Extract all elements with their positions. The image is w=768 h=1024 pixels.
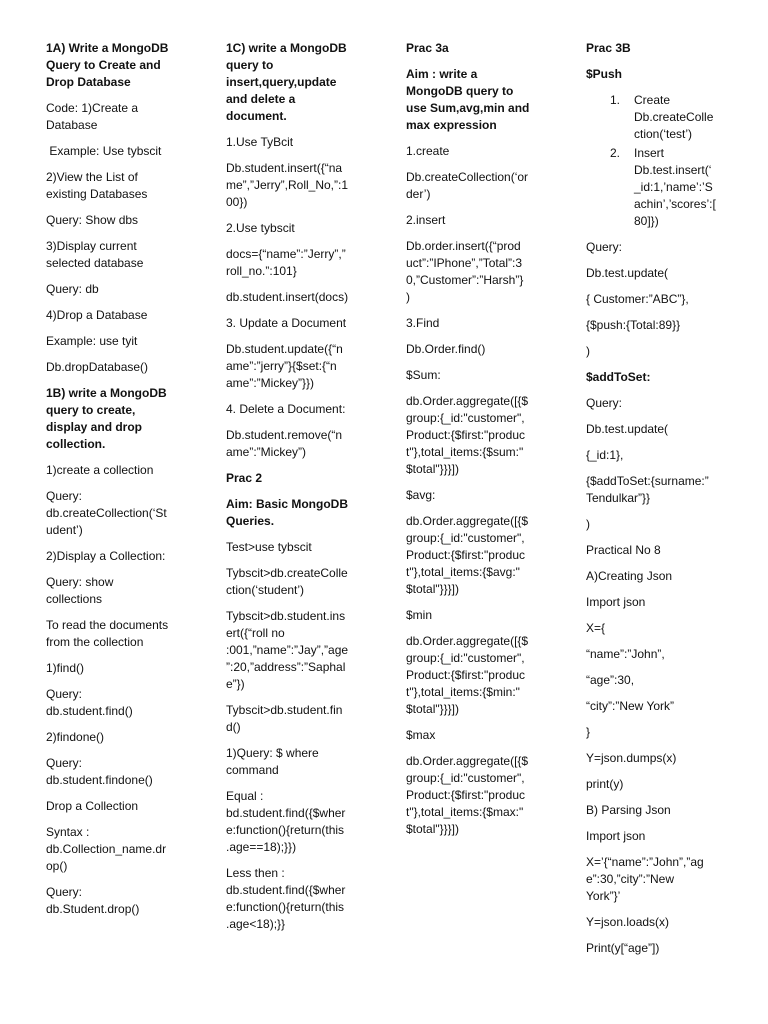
text-line: Db.student.insert({“na me”,”Jerry”,Roll_No,”:1 00}) bbox=[226, 161, 349, 209]
text-line: Query: db.student.findone() bbox=[46, 756, 153, 787]
text-line: B) Parsing Json bbox=[586, 803, 671, 817]
text-line: } bbox=[586, 725, 591, 739]
text-line: 2)Display a Collection: bbox=[46, 549, 166, 563]
text-line: ) bbox=[586, 344, 590, 358]
text-line: docs={“name”:”Jerry”,” roll_no.”:101} bbox=[226, 247, 346, 278]
text-line: Example: Use tybscit bbox=[46, 144, 162, 158]
text-line: db.Order.aggregate([{$ group:{_id:"customer", Product:{$first:"produc t"},total_items:{$sum:" $total"}}}]) bbox=[406, 394, 529, 476]
section-heading: 1C) write a MongoDB query to insert,query,update and delete a document. bbox=[226, 41, 347, 123]
text-line: “city”:”New York” bbox=[586, 699, 675, 713]
text-line: 4)Drop a Database bbox=[46, 308, 148, 322]
text-line: $Sum: bbox=[406, 368, 441, 382]
text-line: Query: Show dbs bbox=[46, 213, 139, 227]
section-heading: Aim: Basic MongoDB Queries. bbox=[226, 497, 349, 528]
text-line: Query: db.student.find() bbox=[46, 687, 133, 718]
list-item-text: Insert Db.test.insert(‘ _id:1,’name’:’S achin’,’scores’:[ 80]}) bbox=[634, 146, 716, 228]
text-line: Db.createCollection(‘or der’) bbox=[406, 170, 529, 201]
text-line: Db.Order.find() bbox=[406, 342, 486, 356]
column-4 bbox=[586, 40, 718, 966]
column-1 bbox=[46, 40, 178, 927]
text-line: Query: show collections bbox=[46, 575, 114, 606]
section-heading: Prac 3a bbox=[406, 41, 449, 55]
text-line: 3. Update a Document bbox=[226, 316, 347, 330]
text-line: A)Creating Json bbox=[586, 569, 673, 583]
text-line: Test>use tybscit bbox=[226, 540, 312, 554]
numbered-list bbox=[586, 92, 718, 230]
column-3 bbox=[406, 40, 538, 847]
text-line: Code: 1)Create a Database bbox=[46, 101, 139, 132]
text-line: 2.insert bbox=[406, 213, 446, 227]
text-line: 1)find() bbox=[46, 661, 85, 675]
text-line: db.student.insert(docs) bbox=[226, 290, 349, 304]
text-line: Query: db.Student.drop() bbox=[46, 885, 140, 916]
text-line: {$addToSet:{surname:” Tendulkar”}} bbox=[586, 474, 709, 505]
text-line: 1)create a collection bbox=[46, 463, 154, 477]
section-heading: Aim : write a MongoDB query to use Sum,avg,min and max expression bbox=[406, 67, 530, 132]
text-line: $avg: bbox=[406, 488, 436, 502]
text-line: 1.Use TyBcit bbox=[226, 135, 294, 149]
text-line: db.Order.aggregate([{$ group:{_id:"customer", Product:{$first:"produc t"},total_items:{$min:" $total"}}}]) bbox=[406, 634, 529, 716]
text-line: Tybscit>db.student.fin d() bbox=[226, 703, 343, 734]
text-line: Db.test.update( bbox=[586, 422, 669, 436]
text-line: Y=json.dumps(x) bbox=[586, 751, 677, 765]
text-line: 2.Use tybscit bbox=[226, 221, 295, 235]
text-line: print(y) bbox=[586, 777, 624, 791]
text-line: $min bbox=[406, 608, 433, 622]
text-line: 1)Query: $ where command bbox=[226, 746, 319, 777]
text-line: db.Order.aggregate([{$ group:{_id:"customer", Product:{$first:"produc t"},total_items:{$avg:" $total"}}}]) bbox=[406, 514, 529, 596]
text-line: Syntax : db.Collection_name.dr op() bbox=[46, 825, 167, 873]
text-line: Query: bbox=[586, 240, 623, 254]
text-line: X={ bbox=[586, 621, 606, 635]
text-line: {_id:1}, bbox=[586, 448, 624, 462]
text-line: Query: db.createCollection(‘St udent’) bbox=[46, 489, 167, 537]
text-line: {$push:{Total:89}} bbox=[586, 318, 681, 332]
list-item-number: 1. bbox=[610, 93, 621, 107]
text-line: 3)Display current selected database bbox=[46, 239, 144, 270]
section-heading: $Push bbox=[586, 67, 623, 81]
text-line: Db.student.update({“n ame”:”jerry”}{$set:{“n ame”:”Mickey”}}) bbox=[226, 342, 343, 390]
text-line: Less then : db.student.find({$wher e:function(){return(this .age<18);}} bbox=[226, 866, 346, 931]
text-line: { Customer:”ABC”}, bbox=[586, 292, 689, 306]
text-line: ) bbox=[586, 517, 590, 531]
text-line: Example: use tyit bbox=[46, 334, 138, 348]
column-2 bbox=[226, 40, 358, 942]
text-line: Practical No 8 bbox=[586, 543, 661, 557]
text-line: X=’{“name”:”John”,”ag e”:30,”city”:”New York”}’ bbox=[586, 855, 704, 903]
text-line: $max bbox=[406, 728, 436, 742]
text-line: 1.create bbox=[406, 144, 450, 158]
text-line: Tybscit>db.student.ins ert({“roll no :001,”name”:”Jay”,”age ”:20,”address”:”Saphal e”}) bbox=[226, 609, 349, 691]
text-line: Import json bbox=[586, 595, 646, 609]
text-line: Equal : bd.student.find({$wher e:function(){return(this .age==18);}}) bbox=[226, 789, 346, 854]
list-item-text: Create Db.createColle ction(‘test’) bbox=[634, 93, 714, 141]
text-line: Query: db bbox=[46, 282, 99, 296]
text-line: Drop a Collection bbox=[46, 799, 139, 813]
list-item-number: 2. bbox=[610, 146, 621, 160]
text-line: 4. Delete a Document: bbox=[226, 402, 346, 416]
section-heading: $addToSet: bbox=[586, 370, 651, 384]
text-line: Print(y[“age”]) bbox=[586, 941, 660, 955]
text-line: 2)View the List of existing Databases bbox=[46, 170, 148, 201]
text-line: Db.order.insert({“prod uct”:”IPhone”,”Total”:3 0,”Customer”:”Harsh”} ) bbox=[406, 239, 524, 304]
text-line: “age”:30, bbox=[586, 673, 635, 687]
text-line: Tybscit>db.createColle ction(‘student’) bbox=[226, 566, 348, 597]
text-line: Db.student.remove(“n ame”:”Mickey”) bbox=[226, 428, 343, 459]
text-line: 3.Find bbox=[406, 316, 440, 330]
text-line: Import json bbox=[586, 829, 646, 843]
text-line: To read the documents from the collection bbox=[46, 618, 169, 649]
section-heading: Prac 2 bbox=[226, 471, 263, 485]
text-line: Y=json.loads(x) bbox=[586, 915, 670, 929]
section-heading: 1B) write a MongoDB query to create, display and drop collection. bbox=[46, 386, 167, 451]
text-line: Db.dropDatabase() bbox=[46, 360, 149, 374]
text-line: db.Order.aggregate([{$ group:{_id:"customer", Product:{$first:"produc t"},total_items:{$max:" $total"}}}]) bbox=[406, 754, 529, 836]
section-heading: Prac 3B bbox=[586, 41, 631, 55]
text-line: 2)findone() bbox=[46, 730, 105, 744]
text-line: “name”:”John”, bbox=[586, 647, 665, 661]
section-heading: 1A) Write a MongoDB Query to Create and Drop Database bbox=[46, 41, 169, 89]
list-item bbox=[586, 145, 718, 230]
text-line: Db.test.update( bbox=[586, 266, 669, 280]
text-line: Query: bbox=[586, 396, 623, 410]
list-item bbox=[586, 92, 718, 143]
